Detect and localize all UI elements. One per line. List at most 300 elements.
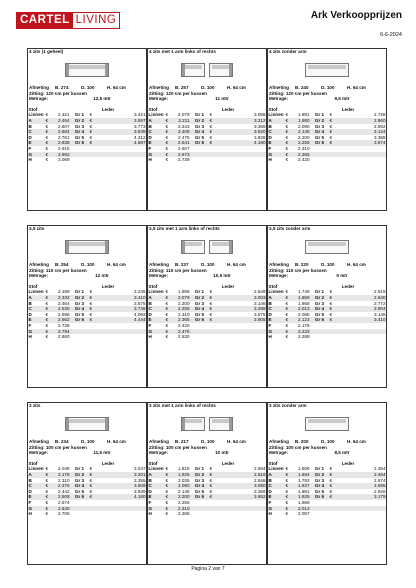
price-row-item: A € 2.211 Gr 2 € 3.212 xyxy=(148,117,266,123)
leather-price: 3.355 xyxy=(134,477,146,483)
leather-grade: Gr 6 xyxy=(70,317,89,323)
fabric-price: 2.057 xyxy=(298,511,310,517)
fabric-price: 2.079 xyxy=(171,295,190,301)
fabric-grade: H xyxy=(148,511,152,517)
leather-price: 3.652 xyxy=(215,494,266,500)
fabric-price: 2.321 xyxy=(58,112,70,118)
price-row-item: Linnen € 2.189 Gr 1 € 3.245 xyxy=(28,289,146,295)
leather-price xyxy=(335,334,386,340)
fabric-price: 1.980 xyxy=(291,118,310,124)
fabric-price: 2.739 xyxy=(178,157,190,163)
fabric-price: 2.541 xyxy=(171,140,190,146)
leather-price: 2.640 xyxy=(335,295,386,301)
price-row-item: B € 1.793 Gr 3 € 2.574 xyxy=(268,477,386,483)
fabric-price: 2.475 xyxy=(178,134,190,140)
leather-grade: Gr 6 xyxy=(310,494,329,500)
fabric-grade: D xyxy=(268,134,272,140)
leather-grade: Gr 3 xyxy=(74,300,85,306)
sofa-icon xyxy=(305,240,349,254)
leather-grade: Gr 3 xyxy=(74,123,85,129)
seat-value: 110 cm per kussen xyxy=(285,267,327,273)
price-row-item: H € 2.530 xyxy=(148,334,266,340)
fabric-price: 2.343 xyxy=(178,123,190,129)
fabric-price: 2.530 xyxy=(178,334,190,340)
fabric-grade: B xyxy=(148,300,152,306)
fabric-price: 2.233 xyxy=(291,329,310,335)
fabric-grade: A xyxy=(148,118,165,124)
dim-depth: D. 100 xyxy=(201,262,215,267)
leather-price: 3.179 xyxy=(335,494,386,500)
price-row-item: Linnen € 2.079 Gr 1 € 3.058 xyxy=(148,112,266,118)
dim-width: B. 240 xyxy=(295,85,309,90)
dimensions-line: Afmeting B. 234 D. 100 H. 64 cm xyxy=(29,439,126,444)
fabric-price: 1.837 xyxy=(291,483,310,489)
price-row-item: B € 2.343 Gr 3 € 3.366 xyxy=(148,123,266,129)
price-row-item: E € 2.838 Gr 6 € 4.697 xyxy=(28,140,146,146)
fabric-grade: B xyxy=(28,123,32,129)
fabric-price: 2.728 xyxy=(58,322,70,328)
fabric-price: 2.574 xyxy=(58,499,70,505)
fabric-price: 2.409 xyxy=(171,129,190,135)
fabric-price: 2.794 xyxy=(51,329,70,335)
leather-grade: Gr 2 xyxy=(70,295,89,301)
fabric-grade: G xyxy=(28,152,45,158)
fabric-grade: A xyxy=(268,472,285,478)
fabric-grade: D xyxy=(148,488,152,494)
sofa-icon xyxy=(305,417,349,431)
metrage-value: 12,5 mtr xyxy=(93,96,111,102)
fabric-price: 1.958 xyxy=(298,300,310,306)
price-table-header: Stof Leder xyxy=(148,460,235,466)
leather-price: 4.180 xyxy=(95,494,146,500)
fabric-grade: G xyxy=(28,329,45,335)
fabric-grade: H xyxy=(268,511,272,517)
leather-grade: Gr 3 xyxy=(194,300,205,306)
price-row-item: H € 2.706 xyxy=(28,511,146,517)
fabric-grade: D xyxy=(268,488,272,494)
leather-price: 4.697 xyxy=(95,140,146,146)
sofa-icon xyxy=(65,63,109,77)
price-row-item: E € 1.925 Gr 6 € 3.179 xyxy=(268,494,386,500)
dim-width: B. 234 xyxy=(55,439,69,444)
leather-price: 3.003 xyxy=(215,295,266,301)
metrage-value: 11 mtr xyxy=(215,96,229,102)
fabric-price: 1.749 xyxy=(298,289,310,295)
fabric-grade: C xyxy=(148,483,165,489)
fabric-grade: Linnen xyxy=(268,466,284,472)
dimensions-line: Afmeting B. 200 D. 100 H. 64 cm xyxy=(269,439,366,444)
fabric-price: 2.200 xyxy=(178,300,190,306)
fabric-price: 2.145 xyxy=(178,488,190,494)
dim-depth: D. 100 xyxy=(201,439,215,444)
price-table-header: Stof Leder xyxy=(148,283,235,289)
fabric-price: 1.881 xyxy=(298,488,310,494)
leather-price: 3.366 xyxy=(254,488,266,494)
model-section xyxy=(27,402,147,565)
fabric-grade: F xyxy=(268,145,272,151)
dimensions-line: Afmeting B. 220 D. 100 H. 64 cm xyxy=(269,262,366,267)
sofa-icon xyxy=(65,240,109,254)
fabric-grade: E xyxy=(148,140,165,146)
fabric-price: 2.288 xyxy=(298,334,310,340)
fabric-grade: E xyxy=(28,494,45,500)
seat-value: 100 cm per kussen xyxy=(285,444,327,450)
price-row-item: G € 2.794 xyxy=(28,329,146,335)
price-table xyxy=(148,284,266,340)
leather-price: 2.816 xyxy=(215,472,266,478)
fabric-grade: E xyxy=(268,140,285,146)
dim-height: H. 64 cm xyxy=(227,85,246,90)
metrage-value: 9 mtr xyxy=(336,273,348,279)
fabric-grade: F xyxy=(28,322,32,328)
dim-depth: D. 100 xyxy=(201,85,215,90)
fabric-grade: Linnen xyxy=(268,289,284,295)
fabric-price: 2.013 xyxy=(291,506,310,512)
leather-price: 3.597 xyxy=(95,118,146,124)
page-date: 6-6-2024 xyxy=(379,32,402,38)
leather-grade: Gr 2 xyxy=(190,472,209,478)
brand-part1: CARTEL xyxy=(17,13,73,28)
fabric-price: 2.860 xyxy=(58,334,70,340)
leather-price xyxy=(95,511,146,517)
price-table-header: Stof Leder xyxy=(28,106,115,112)
section-header: 3,5 zits zonder arm xyxy=(269,226,311,231)
fabric-grade: A xyxy=(28,472,45,478)
section-header: 4 zits (1 geheel) xyxy=(29,49,64,54)
brand-part2: LIVING xyxy=(75,14,117,26)
leather-grade: Gr 5 xyxy=(194,311,205,317)
price-row-item: D € 2.442 Gr 5 € 3.839 xyxy=(28,488,146,494)
page-footer: Pagina 2 van 7 xyxy=(191,566,225,572)
fabric-grade: C xyxy=(28,129,45,135)
fabric-grade: G xyxy=(268,152,285,158)
fabric-price: 2.189 xyxy=(58,289,70,295)
fabric-price: 2.178 xyxy=(298,322,310,328)
leather-grade: Gr 3 xyxy=(314,477,325,483)
metrage-value: 9,5 mtr xyxy=(334,96,350,102)
sofa-illustration xyxy=(28,409,146,439)
fabric-price: 2.992 xyxy=(51,152,70,158)
fabric-grade: G xyxy=(268,329,285,335)
leather-grade: Gr 4 xyxy=(190,129,209,135)
fabric-price: 2.530 xyxy=(51,306,70,312)
seat-line: Zitting: 100 cm per kussen xyxy=(269,444,327,450)
fabric-grade: G xyxy=(148,329,165,335)
sofa-illustration xyxy=(28,232,146,262)
fabric-grade: H xyxy=(148,157,152,163)
fabric-price: 3.069 xyxy=(58,157,70,163)
price-row-item: D € 2.596 Gr 5 € 4.092 xyxy=(28,311,146,317)
fabric-grade: B xyxy=(28,477,32,483)
fabric-price: 2.475 xyxy=(171,329,190,335)
leather-grade: Gr 4 xyxy=(70,483,89,489)
price-row-item: A € 1.980 Gr 2 € 2.860 xyxy=(268,117,386,123)
leather-grade: Gr 3 xyxy=(74,477,85,483)
leather-grade: Gr 1 xyxy=(74,289,85,295)
fabric-grade: C xyxy=(268,483,285,489)
leather-grade: Gr 3 xyxy=(194,477,205,483)
leather-grade xyxy=(310,334,329,340)
sofa-illustration xyxy=(268,409,386,439)
model-section xyxy=(27,48,147,211)
model-section xyxy=(27,225,147,388)
seat-line: Zitting: 100 cm per kussen xyxy=(29,444,87,450)
leather-grade: Gr 4 xyxy=(190,306,209,312)
fabric-price: 1.881 xyxy=(298,112,310,118)
fabric-price: 1.969 xyxy=(298,499,310,505)
leather-grade xyxy=(70,511,89,517)
fabric-price: 2.255 xyxy=(178,499,190,505)
price-row-item: H € 2.420 xyxy=(268,157,386,163)
leather-price: 3.212 xyxy=(215,118,266,124)
seat-line: Zitting: 110 cm per kussen xyxy=(149,267,207,273)
fabric-price: 2.310 xyxy=(298,145,310,151)
price-row-item: E € 2.123 Gr 6 € 3.410 xyxy=(268,317,386,323)
price-row-item: A € 1.859 Gr 2 € 2.640 xyxy=(268,294,386,300)
model-section xyxy=(267,48,387,211)
fabric-price: 2.200 xyxy=(171,494,190,500)
fabric-price: 2.310 xyxy=(171,506,190,512)
section-header: 3 zits xyxy=(29,403,41,408)
fabric-grade: D xyxy=(28,311,32,317)
price-row-item: G € 2.013 xyxy=(268,506,386,512)
price-row-item: C € 2.530 Gr 4 € 3.746 xyxy=(28,306,146,312)
leather-price: 2.926 xyxy=(374,488,386,494)
model-section xyxy=(267,225,387,388)
seat-value: 120 cm per kussen xyxy=(165,90,207,96)
sofa-icon xyxy=(209,63,233,77)
fabric-price: 1.815 xyxy=(178,466,190,472)
leather-grade: Gr 2 xyxy=(310,118,329,124)
fabric-grade: B xyxy=(148,477,152,483)
fabric-grade: C xyxy=(268,306,285,312)
sofa-icon xyxy=(209,240,233,254)
leather-grade: Gr 1 xyxy=(194,112,205,118)
price-row-item: B € 2.607 Gr 3 € 3.773 xyxy=(28,123,146,129)
leather-grade: Gr 3 xyxy=(314,123,325,129)
sofa-illustration xyxy=(148,409,266,439)
fabric-price: 1.958 xyxy=(178,289,190,295)
price-table xyxy=(268,284,386,340)
dim-depth: D. 100 xyxy=(81,85,95,90)
leather-grade: Gr 4 xyxy=(310,129,329,135)
leather-price: 3.146 xyxy=(254,300,266,306)
price-row-item: F € 2.178 xyxy=(268,323,386,329)
price-row-item: B € 2.035 Gr 3 € 2.948 xyxy=(148,477,266,483)
price-table-header: Stof Leder xyxy=(268,106,355,112)
price-table xyxy=(268,461,386,517)
price-row-item: G € 2.233 xyxy=(268,329,386,335)
fabric-grade: F xyxy=(268,499,272,505)
price-row-item: Linnen € 1.815 Gr 1 € 2.684 xyxy=(148,466,266,472)
leather-price: 4.180 xyxy=(215,140,266,146)
page-title: Ark Verkoopprijzen xyxy=(310,10,402,21)
leather-price: 3.773 xyxy=(134,123,146,129)
fabric-grade: B xyxy=(28,300,32,306)
fabric-price: 2.508 xyxy=(51,494,70,500)
price-table-header: Stof Leder xyxy=(28,460,115,466)
dim-depth: D. 100 xyxy=(321,262,335,267)
fabric-grade: Linnen xyxy=(148,289,164,295)
price-row-item: F € 2.607 xyxy=(148,146,266,152)
fabric-price: 2.365 xyxy=(291,152,310,158)
price-row-item: H € 2.057 xyxy=(268,511,386,517)
sofa-illustration xyxy=(28,55,146,85)
fabric-price: 2.706 xyxy=(58,511,70,517)
fabric-grade: B xyxy=(268,123,272,129)
leather-grade xyxy=(70,157,89,163)
price-row-item: A € 2.464 Gr 2 € 3.597 xyxy=(28,117,146,123)
price-row-item: A € 2.178 Gr 2 € 3.201 xyxy=(28,471,146,477)
price-row-item: Linnen € 1.749 Gr 1 € 2.519 xyxy=(268,289,386,295)
leather-price: 2.695 xyxy=(335,483,386,489)
metrage-line: Metrage: 9,5 mtr xyxy=(269,96,385,102)
seat-line: Zitting: 110 cm per kussen xyxy=(29,267,87,273)
leather-grade: Gr 3 xyxy=(314,300,325,306)
leather-price: 3.575 xyxy=(254,311,266,317)
fabric-price: 2.464 xyxy=(58,300,70,306)
leather-price: 3.674 xyxy=(335,140,386,146)
model-section xyxy=(147,402,267,565)
metrage-line: Metrage: 11 mtr xyxy=(149,96,265,102)
leather-price: 3.949 xyxy=(95,129,146,135)
leather-price: 3.388 xyxy=(374,134,386,140)
fabric-price: 2.200 xyxy=(298,134,310,140)
dim-depth: D. 100 xyxy=(81,262,95,267)
leather-grade xyxy=(190,157,209,163)
leather-price: 2.464 xyxy=(335,472,386,478)
dim-width: B. 220 xyxy=(295,262,309,267)
fabric-price: 1.925 xyxy=(291,494,310,500)
price-row-item: D € 2.200 Gr 5 € 3.388 xyxy=(268,134,386,140)
leather-grade: Gr 5 xyxy=(74,488,85,494)
fabric-grade: A xyxy=(268,295,285,301)
fabric-grade: C xyxy=(148,306,165,312)
fabric-price: 2.838 xyxy=(51,140,70,146)
price-row-item: A € 1.694 Gr 2 € 2.464 xyxy=(268,471,386,477)
price-table xyxy=(268,107,386,163)
price-table xyxy=(28,284,146,340)
fabric-grade: Linnen xyxy=(28,466,44,472)
fabric-price: 1.859 xyxy=(291,295,310,301)
price-row-item: H € 3.069 xyxy=(28,157,146,163)
price-row-item: E € 2.508 Gr 6 € 4.180 xyxy=(28,494,146,500)
leather-grade: Gr 2 xyxy=(70,118,89,124)
fabric-price: 2.376 xyxy=(51,483,70,489)
fabric-grade: F xyxy=(148,145,152,151)
leather-price: 4.444 xyxy=(95,317,146,323)
price-row-item: D € 2.475 Gr 5 € 3.828 xyxy=(148,134,266,140)
metrage-value: 11,5 mtr xyxy=(93,450,111,456)
price-row-item: Linnen € 2.321 Gr 1 € 3.421 xyxy=(28,112,146,118)
price-table xyxy=(28,107,146,163)
fabric-grade: G xyxy=(148,152,165,158)
dim-width: B. 254 xyxy=(55,262,69,267)
leather-grade: Gr 6 xyxy=(70,140,89,146)
fabric-grade: A xyxy=(148,295,165,301)
leather-grade xyxy=(190,334,209,340)
leather-grade: Gr 1 xyxy=(314,112,325,118)
fabric-grade: D xyxy=(28,134,32,140)
dim-height: H. 64 cm xyxy=(227,439,246,444)
price-row-item: E € 2.541 Gr 6 € 4.180 xyxy=(148,140,266,146)
metrage-line: Metrage: 12,5 mtr xyxy=(29,96,145,102)
leather-price: 3.289 xyxy=(215,306,266,312)
leather-grade: Gr 2 xyxy=(310,472,329,478)
fabric-grade: H xyxy=(28,334,32,340)
price-table-header: Stof Leder xyxy=(268,460,355,466)
price-row-item: C € 2.090 Gr 4 € 3.080 xyxy=(148,483,266,489)
fabric-price: 2.035 xyxy=(178,477,190,483)
dimensions-line: Afmeting B. 217 D. 100 H. 64 cm xyxy=(149,439,246,444)
price-row-item: D € 2.761 Gr 5 € 4.312 xyxy=(28,134,146,140)
fabric-price: 2.332 xyxy=(51,295,70,301)
sofa-illustration xyxy=(148,232,266,262)
leather-grade: Gr 6 xyxy=(190,317,209,323)
fabric-grade: C xyxy=(28,306,45,312)
fabric-grade: B xyxy=(268,300,272,306)
leather-price: 3.509 xyxy=(95,483,146,489)
fabric-price: 2.013 xyxy=(291,306,310,312)
metrage-value: 8,5 mtr xyxy=(334,450,350,456)
leather-price: 2.684 xyxy=(254,466,266,472)
dim-depth: D. 100 xyxy=(321,85,335,90)
dimensions-line: Afmeting B. 257 D. 100 H. 64 cm xyxy=(149,85,246,90)
price-row-item: E € 2.255 Gr 6 € 3.674 xyxy=(268,140,386,146)
price-row-item: D € 1.881 Gr 5 € 2.926 xyxy=(268,488,386,494)
leather-grade: Gr 6 xyxy=(190,140,209,146)
fabric-grade: D xyxy=(148,134,152,140)
sofa-illustration xyxy=(148,55,266,85)
fabric-price: 2.365 xyxy=(178,511,190,517)
fabric-grade: E xyxy=(148,317,165,323)
leather-grade: Gr 2 xyxy=(190,295,209,301)
fabric-grade: H xyxy=(28,511,32,517)
price-row-item: F € 2.420 xyxy=(148,323,266,329)
fabric-price: 2.046 xyxy=(58,466,70,472)
price-row-item: G € 2.310 xyxy=(148,506,266,512)
sofa-icon xyxy=(181,63,205,77)
leather-grade: Gr 4 xyxy=(310,483,329,489)
price-row-item: G € 2.640 xyxy=(28,506,146,512)
fabric-price: 2.255 xyxy=(171,306,190,312)
price-row-item: C € 2.376 Gr 4 € 3.509 xyxy=(28,483,146,489)
seat-value: 100 cm per kussen xyxy=(45,444,87,450)
leather-price xyxy=(95,157,146,163)
dim-height: H. 64 cm xyxy=(347,439,366,444)
dim-height: H. 64 cm xyxy=(347,85,366,90)
fabric-price: 2.068 xyxy=(298,311,310,317)
fabric-price: 2.090 xyxy=(298,123,310,129)
leather-grade xyxy=(310,157,329,163)
fabric-grade: H xyxy=(268,334,272,340)
dimensions-line: Afmeting B. 274 D. 100 H. 64 cm xyxy=(29,85,126,90)
price-row-item: E € 2.200 Gr 6 € 3.652 xyxy=(148,494,266,500)
leather-price: 2.728 xyxy=(374,112,386,118)
leather-grade: Gr 1 xyxy=(314,289,325,295)
price-grid xyxy=(27,48,387,565)
leather-grade: Gr 6 xyxy=(310,140,329,146)
price-row-item: F € 1.969 xyxy=(268,500,386,506)
sofa-icon xyxy=(65,417,109,431)
dim-depth: D. 100 xyxy=(321,439,335,444)
dimensions-line: Afmeting B. 237 D. 100 H. 64 cm xyxy=(149,262,246,267)
dim-width: B. 237 xyxy=(175,262,189,267)
dim-width: B. 217 xyxy=(175,439,189,444)
leather-grade: Gr 1 xyxy=(74,466,85,472)
fabric-price: 2.607 xyxy=(58,123,70,129)
price-row-item: D € 2.145 Gr 5 € 3.366 xyxy=(148,488,266,494)
